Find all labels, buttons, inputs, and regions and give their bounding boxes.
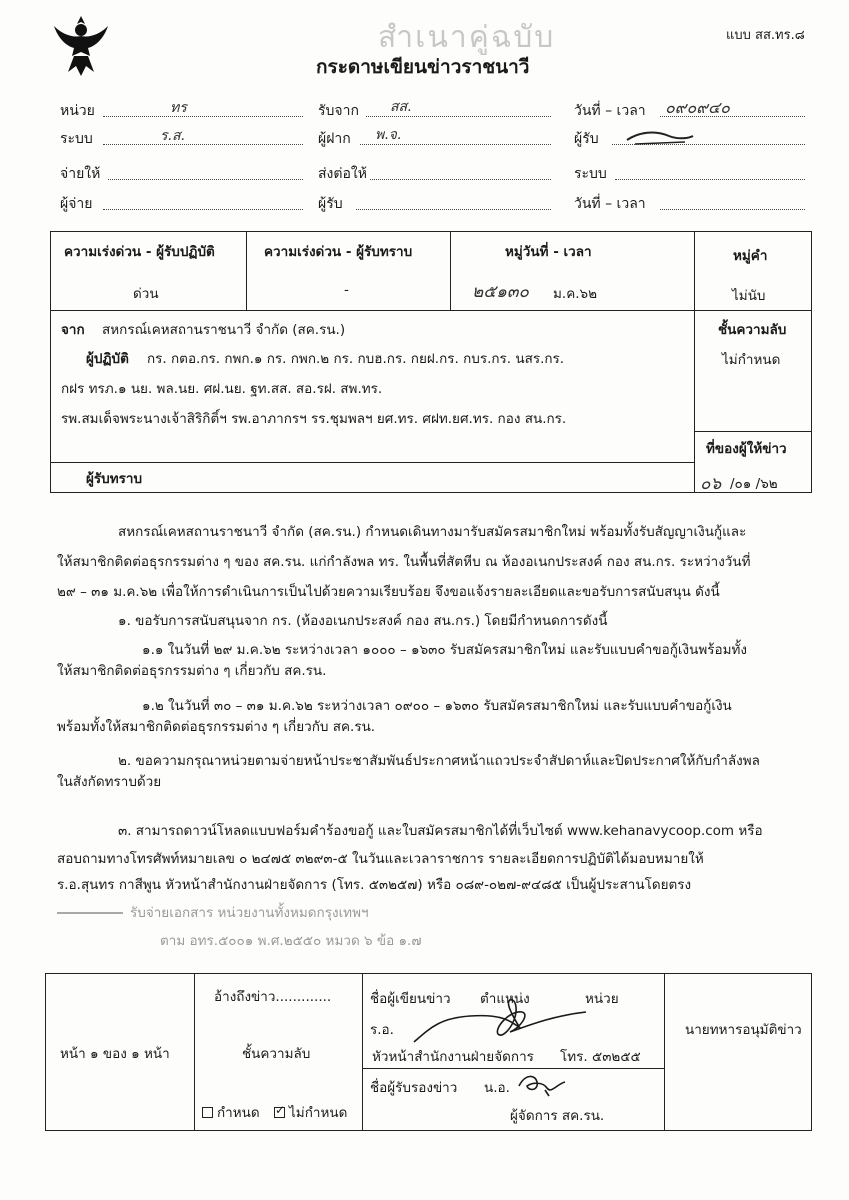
paragraph-6-line-2: สอบถามทางโทรศัพท์หมายเลข ๐ ๒๔๗๕ ๓๒๙๓-๕ ในวันและเวลาราชการ รายละเอียดการปฏิบัติได้มอบหมายให้: [57, 851, 704, 867]
datetime-value: ๐๙๐๙๔๐: [665, 98, 730, 117]
document-title: กระดาษเขียนข่าวราชนาวี: [316, 56, 530, 78]
datetime2-dots: [660, 209, 805, 210]
secrecy-value: ไม่กำหนด: [722, 352, 781, 368]
paragraph-5-line-2: ในสังกัดทราบด้วย: [57, 774, 162, 790]
system2-dots: [615, 179, 805, 180]
form-code: แบบ สส.ทร.๘: [726, 28, 805, 43]
garuda-icon: [52, 12, 110, 80]
system2-label: ระบบ: [574, 166, 607, 182]
writer-signature-icon: [410, 998, 600, 1046]
certifier-signature-icon: [515, 1068, 575, 1098]
depositor-label: ผู้ฝาก: [318, 131, 351, 147]
header-urgency-info: ความเร่งด่วน - ผู้รับทราบ: [264, 244, 413, 260]
urgency-action-value: ด่วน: [133, 286, 159, 302]
system-label: ระบบ: [60, 131, 93, 147]
paragraph-1-line-3: ๒๙ – ๓๑ ม.ค.๖๒ เพื่อให้การดำเนินการเป็นไปด้วยความเรียบร้อย จึงขอแจ้งรายละเอียดและขอรับการสนับสนุน ดังนี้: [57, 584, 720, 600]
paragraph-6-line-1: ๓. สามารถดาวน์โหลดแบบฟอร์มคำร้องขอกู้ และใบสมัครสมาชิกได้ที่เว็บไซต์ www.kehanavycoop.com หรือ: [118, 823, 763, 839]
group-datetime-month: ม.ค.๖๒: [553, 286, 597, 302]
info-addressees-label: ผู้รับทราบ: [86, 471, 143, 487]
paragraph-1-line-2: ให้สมาชิกติดต่อธุรกรรมต่าง ๆ ของ สค.รน. แก่กำลังพล ทร. ในพื้นที่สัตหีบ ณ ห้องอเนกประสงค์ กอง สน.กร. ระหว่างวันที่: [57, 554, 751, 570]
datetime-label: วันที่ – เวลา: [574, 103, 646, 119]
certifier-label: ชื่อผู้รับรองข่าว: [370, 1080, 458, 1096]
paragraph-5-line-1: ๒. ขอความกรุณาหน่วยตามจ่ายหน้าประชาสัมพันธ์ประกาศหน้าแถวประจำสัปดาห์และปิดประกาศให้กับกำลังพล: [118, 753, 760, 769]
faint-note-2: ตาม อทร.๕๐๐๑ พ.ศ.๒๕๕๐ หมวด ๖ ข้อ ๑.๗: [160, 933, 422, 949]
faint-note-1: รับจ่ายเอกสาร หน่วยงานทั้งหมดกรุงเทพฯ: [130, 905, 369, 921]
unit-dots: [103, 116, 303, 117]
payer-label: ผู้จ่าย: [60, 196, 93, 212]
action-addressees-line3: รพ.สมเด็จพระนางเจ้าสิริกิติ์ฯ รพ.อาภากรฯ รร.ชุมพลฯ ยศ.ทร. ศฝท.ยศ.ทร. กอง สน.กร.: [61, 411, 567, 427]
certifier-position: ผู้จัดการ สค.รน.: [510, 1108, 605, 1124]
word-group-value: ไม่นับ: [732, 288, 766, 304]
datetime2-label: วันที่ – เวลา: [574, 196, 646, 212]
paragraph-2: ๑. ขอรับการสนับสนุนจาก กร. (ห้องอเนกประสงค์ กอง สน.กร.) โดยมีกำหนดการดังนี้: [118, 613, 608, 629]
header-group-datetime: หมู่วันที่ - เวลา: [505, 244, 592, 260]
system-value: ร.ส.: [160, 128, 185, 144]
message-number-label: ที่ของผู้ให้ข่าว: [706, 441, 787, 457]
writer-phone: โทร. ๕๓๒๕๕: [560, 1049, 641, 1065]
from-value: สส.: [390, 99, 412, 115]
from-org-label: จาก: [61, 322, 85, 338]
forward-dots: [370, 179, 551, 180]
writer-label: ชื่อผู้เขียนข่าว: [370, 991, 451, 1007]
paragraph-6-line-3: ร.อ.สุนทร กาสีพูน หัวหน้าสำนักงานฝ่ายจัดการ (โทร. ๕๓๒๕๗) หรือ ๐๘๙-๐๒๗-๙๔๘๕ เป็นผู้ประสานโดยตรง: [57, 877, 692, 893]
footer-unit-label: หน่วย: [585, 991, 619, 1007]
group-datetime-hand: ๒๕๑๓๐: [472, 282, 529, 302]
from-org-value: สหกรณ์เคหสถานราชนาวี จำกัด (สค.รน.): [102, 322, 346, 338]
receiver2-label: ผู้รับ: [318, 196, 343, 212]
page-indicator: หน้า ๑ ของ ๑ หน้า: [60, 1046, 170, 1062]
receiver-label: ผู้รับ: [574, 131, 599, 147]
header-urgency-action: ความเร่งด่วน - ผู้รับปฏิบัติ: [64, 244, 215, 260]
header-word-group: หมู่คำ: [733, 248, 768, 264]
certifier-rank: น.อ.: [484, 1080, 510, 1096]
paragraph-4-line-1: ๑.๒ ในวันที่ ๓๐ – ๓๑ ม.ค.๖๒ ระหว่างเวลา ๐๙๐๐ – ๑๖๓๐ รับสมัครสมาชิกใหม่ และรับแบบคำขอกู้เงิน: [142, 698, 732, 714]
option-specify[interactable]: กำหนด: [202, 1101, 260, 1123]
action-addressees-line2: กฝร ทรภ.๑ นย. พล.นย. ศฝ.นย. ฐท.สส. สอ.รฝ. สพ.ทร.: [61, 381, 383, 397]
receiver2-dots: [356, 209, 551, 210]
garuda-emblem: [52, 12, 110, 80]
system-dots: [103, 144, 303, 145]
approver-label: นายทหารอนุมัติข่าว: [685, 1022, 802, 1038]
copy-stamp: สำเนาคู่ฉบับ: [378, 20, 556, 55]
writer-rank: ร.อ.: [370, 1022, 394, 1038]
writer-position: หัวหน้าสำนักงานฝ่ายจัดการ: [372, 1049, 534, 1065]
reference-message: อ้างถึงข่าว.............: [214, 989, 332, 1005]
from-label: รับจาก: [318, 103, 359, 119]
option-nonspecify[interactable]: ✓ ไม่กำหนด: [274, 1101, 347, 1123]
position-label: ตำแหน่ง: [480, 991, 530, 1007]
forward-label: ส่งต่อให้: [318, 166, 367, 182]
payer-dots: [103, 209, 303, 210]
paragraph-4-line-2: พร้อมทั้งให้สมาชิกติดต่อธุรกรรมต่าง ๆ เกี่ยวกับ สค.รน.: [57, 719, 376, 735]
depositor-value: พ.จ.: [375, 127, 402, 143]
unit-label: หน่วย: [60, 103, 95, 119]
action-addressees-line1: กร. กตอ.กร. กพก.๑ กร. กพก.๒ กร. กบฮ.กร. กยฝ.กร. กบร.กร. นสร.กร.: [147, 351, 565, 367]
footer-secrecy-label: ชั้นความลับ: [242, 1046, 311, 1062]
payto-dots: [108, 179, 303, 180]
receiver-signature-icon: [625, 128, 695, 148]
unit-value: ทร: [170, 100, 187, 116]
urgency-info-value: -: [344, 282, 349, 298]
paragraph-3-line-2: ให้สมาชิกติดต่อธุรกรรมต่าง ๆ เกี่ยวกับ สค.รน.: [57, 663, 327, 679]
paragraph-1-line-1: สหกรณ์เคหสถานราชนาวี จำกัด (สค.รน.) กำหนดเดินทางมารับสมัครสมาชิกใหม่ พร้อมทั้งรับสัญญาเงินกู้และ: [118, 524, 747, 540]
specify-checkbox[interactable]: [202, 1107, 213, 1118]
nonspecify-checkbox[interactable]: [274, 1107, 285, 1118]
strikeout-bar: [57, 912, 123, 914]
action-addressees-label: ผู้ปฏิบัติ: [86, 351, 129, 367]
paragraph-3-line-1: ๑.๑ ในวันที่ ๒๙ ม.ค.๖๒ ระหว่างเวลา ๑๐๐๐ – ๑๖๓๐ รับสมัครสมาชิกใหม่ และรับแบบคำขอกู้เงินพร้อมทั้ง: [142, 642, 747, 658]
message-number-rest: /๐๑ /๖๒: [730, 476, 778, 492]
payto-label: จ่ายให้: [60, 166, 101, 182]
secrecy-label: ชั้นความลับ: [718, 322, 787, 338]
message-number-hand: ๐๖: [700, 474, 722, 494]
